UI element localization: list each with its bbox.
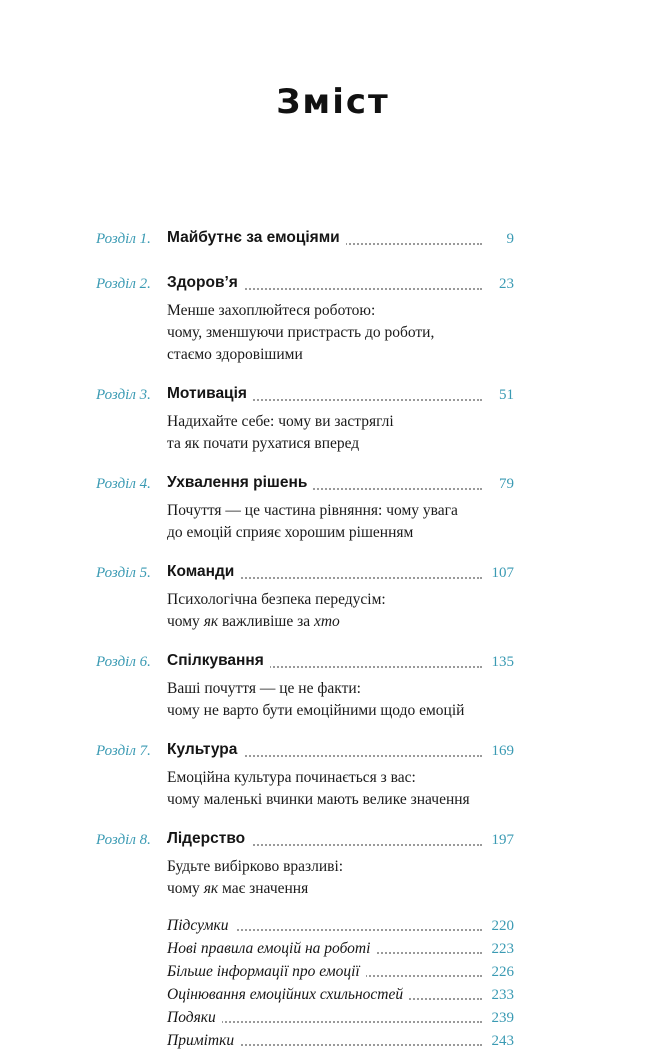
page-number: 9 [501, 231, 515, 248]
subtitle-line [167, 611, 527, 633]
chapter-label: Розділ 1. [96, 231, 151, 247]
back-matter-row [0, 916, 666, 939]
chapter-label: Розділ 8. [96, 832, 151, 848]
back-matter-title: Подяки [167, 1009, 222, 1027]
back-matter-row [0, 1008, 666, 1031]
toc-row [0, 382, 666, 411]
chapter-title: Ухвалення рішень [167, 474, 313, 492]
back-matter [0, 916, 666, 1054]
chapter-title: Культура [167, 741, 243, 759]
chapter-label: Розділ 4. [96, 476, 151, 492]
chapter-title: Команди [167, 563, 240, 581]
chapter-title: Мотивація [167, 385, 253, 403]
back-matter-title: Примітки [167, 1032, 240, 1050]
toc-row [0, 827, 666, 856]
subtitle-fragment: має значення [218, 880, 309, 897]
page-number: 107 [486, 565, 515, 582]
chapter-label: Розділ 7. [96, 743, 151, 759]
page-number: 23 [493, 276, 514, 293]
toc-entry [0, 560, 666, 633]
page-number: 239 [486, 1010, 515, 1027]
toc-entry [0, 226, 666, 255]
subtitle-line: чому, зменшуючи пристрасть до роботи, [167, 324, 435, 341]
page-number: 223 [486, 941, 515, 958]
page-number: 233 [486, 987, 515, 1004]
subtitle-line: Будьте вибірково вразливі: [167, 858, 344, 875]
subtitle-line: Психологічна безпека передусім: [167, 591, 386, 608]
chapter-subtitle [167, 500, 527, 544]
toc-entry [0, 271, 666, 366]
chapter-title: Лідерство [167, 830, 251, 848]
back-matter-row [0, 1031, 666, 1054]
page-number: 135 [486, 654, 515, 671]
subtitle-line: стаємо здоровішими [167, 346, 303, 363]
page-number: 51 [493, 387, 514, 404]
table-of-contents [0, 226, 666, 1054]
subtitle-line: Надихайте себе: чому ви застряглі [167, 413, 394, 430]
toc-entry [0, 382, 666, 455]
chapter-subtitle [167, 300, 527, 366]
chapter-subtitle [167, 856, 527, 900]
subtitle-line: чому маленькі вчинки мають велике значення [167, 791, 470, 808]
page-title: Зміст [276, 82, 390, 122]
page-number: 220 [486, 918, 515, 935]
subtitle-line [167, 878, 527, 900]
back-matter-title: Більше інформації про емоції [167, 963, 366, 981]
toc-entry [0, 738, 666, 811]
page-number: 243 [486, 1033, 515, 1050]
chapter-label: Розділ 6. [96, 654, 151, 670]
back-matter-row [0, 985, 666, 1008]
back-matter-title: Підсумки [167, 917, 235, 935]
chapter-title: Спілкування [167, 652, 270, 670]
toc-row [0, 471, 666, 500]
back-matter-title: Оцінювання емоційних схильностей [167, 986, 409, 1004]
subtitle-line: Емоційна культура починається з вас: [167, 769, 416, 786]
toc-entry [0, 827, 666, 900]
subtitle-line: Почуття — це частина рівняння: чому увага [167, 502, 458, 519]
subtitle-line: Ваші почуття — це не факти: [167, 680, 361, 697]
page-number: 169 [486, 743, 515, 760]
toc-row [0, 560, 666, 589]
page-number: 226 [486, 964, 515, 981]
chapter-title: Здоров’я [167, 274, 244, 292]
back-matter-row [0, 939, 666, 962]
subtitle-line: до емоцій сприяє хорошим рішенням [167, 524, 414, 541]
toc-entry [0, 649, 666, 722]
subtitle-line: Менше захоплюйтеся роботою: [167, 302, 376, 319]
subtitle-fragment: хто [313, 613, 340, 630]
toc-row [0, 738, 666, 767]
chapter-label: Розділ 3. [96, 387, 151, 403]
back-matter-title: Нові правила емоцій на роботі [167, 940, 376, 958]
toc-entry [0, 471, 666, 544]
toc-row [0, 226, 666, 255]
subtitle-fragment: чому [167, 613, 204, 630]
toc-row [0, 271, 666, 300]
subtitle-fragment: як [203, 880, 219, 897]
subtitle-fragment: важливіше за [218, 613, 314, 630]
back-matter-row [0, 962, 666, 985]
subtitle-fragment: чому [167, 880, 204, 897]
chapter-subtitle [167, 589, 527, 633]
subtitle-line: чому не варто бути емоційними щодо емоцій [167, 702, 465, 719]
subtitle-fragment: як [203, 613, 219, 630]
page-number: 79 [493, 476, 514, 493]
chapter-subtitle [167, 678, 527, 722]
chapter-label: Розділ 2. [96, 276, 151, 292]
chapter-label: Розділ 5. [96, 565, 151, 581]
toc-row [0, 649, 666, 678]
chapter-title: Майбутнє за емоціями [167, 229, 346, 247]
page-number: 197 [486, 832, 515, 849]
chapter-subtitle [167, 411, 527, 455]
subtitle-line: та як почати рухатися вперед [167, 435, 360, 452]
chapter-subtitle [167, 767, 527, 811]
